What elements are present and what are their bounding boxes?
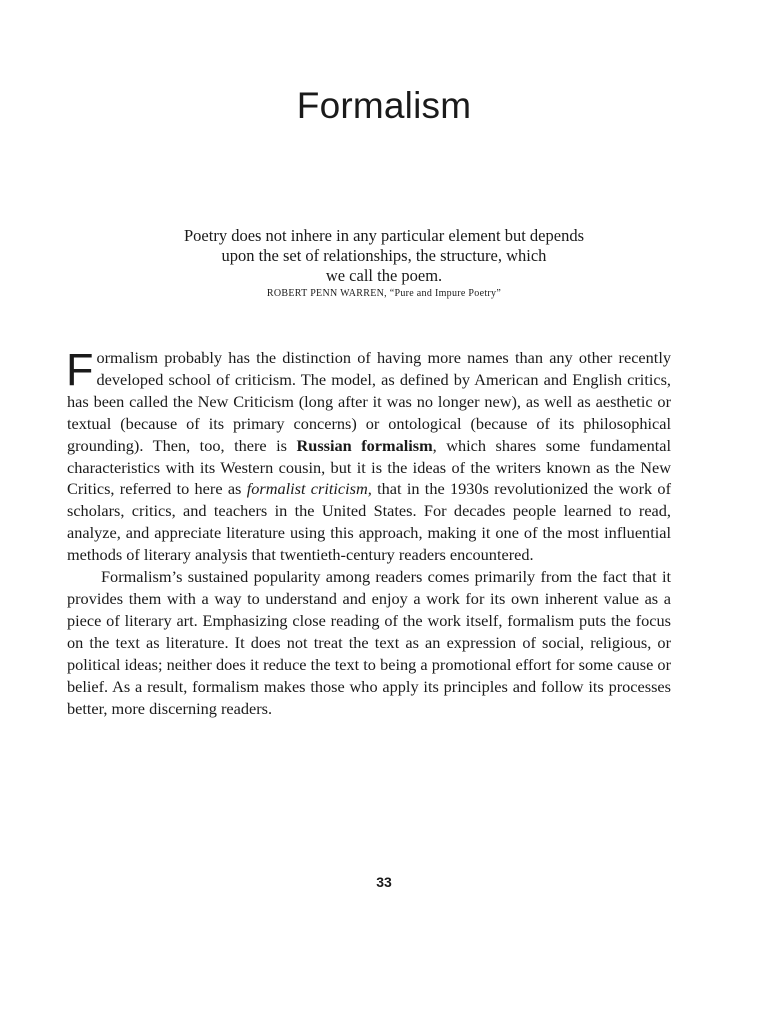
page-title: Formalism — [296, 85, 472, 126]
epigraph-attribution: ROBERT PENN WARREN, “Pure and Impure Poetry” — [266, 288, 502, 299]
paragraph-1-text-c: that in the 1930s revolutionized the work of scholars, critics, and teachers in the United States. For decades people learned to read, analyze, and appreciate literature using this approach, making it one of the most influential methods of literary analysis that twentieth-century readers encountered. — [67, 479, 671, 565]
epigraph-line: Poetry does not inhere in any particular element but depends — [183, 226, 584, 245]
key-term-formalist-criticism: formalist criticism, — [246, 479, 372, 499]
epigraph-line: we call the poem. — [325, 266, 443, 285]
page-number: 33 — [376, 874, 392, 890]
paragraph-1-text-b: , which shares some fundamental characteristics with its Western cousin, but it is the ideas of the writers known as the New Critics, referred to here as — [67, 435, 671, 499]
epigraph-line: upon the set of relationships, the structure, which — [221, 246, 547, 265]
paragraph-1 — [66, 344, 671, 566]
drop-cap: F — [66, 344, 94, 395]
paragraph-2: Formalism’s sustained popularity among readers comes primarily from the fact that it provides them with a way to understand and enjoy a work for its own inherent value as a piece of literary art. Emphasizing close reading of the work itself, formalism puts the focus on the text as literature. It does not treat the text as an expression of social, religious, or political ideas; neither does it reduce the text to being a promotional effort for some cause or belief. As a result, formalism makes those who apply its principles and follow its processes better, more discerning readers. — [67, 567, 671, 718]
key-term-russian-formalism: Russian formalism — [296, 435, 433, 455]
epigraph — [84, 226, 684, 301]
paragraph-1-text-a: ormalism probably has the distinction of having more names than any other recently developed school of criticism. The model, as defined by American and English critics, has been called the New Criticism (long after it was no longer new), as well as aesthetic or textual (because of its primary concerns) or ontological (because of its philosophical grounding). Then, too, there is — [67, 348, 671, 455]
body-text — [66, 344, 671, 719]
